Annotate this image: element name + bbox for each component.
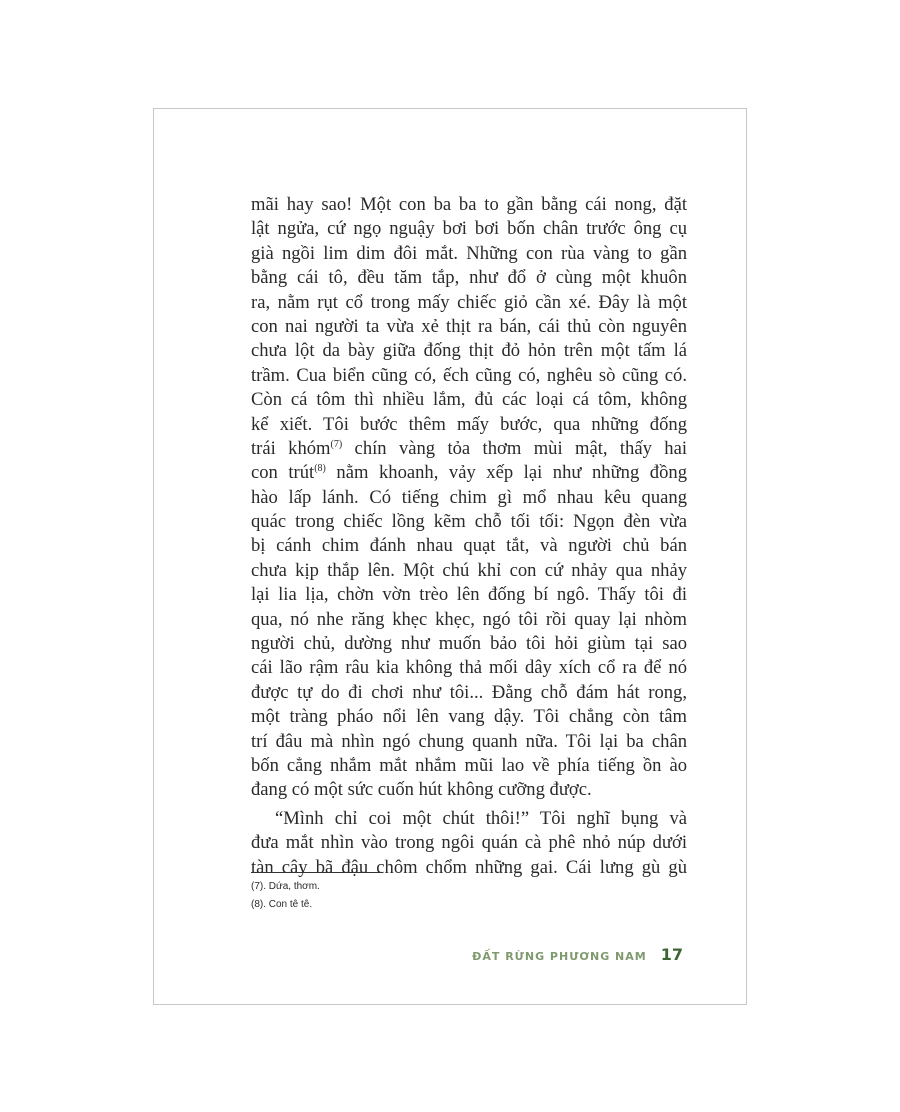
text-line: bị cánh chim đánh nhau quạt tắt, và người chủ bán [251,535,687,557]
text-line [251,437,687,461]
text-fragment: chín vàng tỏa thơm mùi mật, thấy hai [342,437,687,459]
text-fragment: trái khóm [251,437,331,459]
text-line: Còn cá tôm thì nhiều lắm, đủ các loại cá tôm, không [251,389,687,411]
text-line: trầm. Cua biển cũng có, ếch cũng có, nghêu sò cũng có. [251,364,687,386]
text-line: tàn cây bã đậu chôm chổm những gai. Cái lưng gù gù [251,856,687,878]
text-line: trí đâu mà nhìn ngó chung quanh nữa. Tôi lại ba chân [251,730,687,752]
text-line: kể xiết. Tôi bước thêm mấy bước, qua những đống [251,413,687,435]
text-line: mãi hay sao! Một con ba ba to gần bằng cái nong, đặt [251,194,687,215]
text-line: quác trong chiếc lồng kẽm chỗ tối tối: Ngọn đèn vừa [251,511,687,533]
text-line: bốn cẳng nhắm mắt nhắm mũi lao về phía tiếng ồn ào [251,754,687,776]
book-page [153,108,747,1005]
text-line: lại lia lịa, chờn vờn trèo lên đống bí ngô. Thấy tôi đi [251,584,687,606]
page-number: 17 [660,945,683,964]
text-fragment: nằm khoanh, vảy xếp lại như những đồng [325,462,687,484]
footnotes [251,878,320,914]
text-line: bằng cái tô, đều tăm tắp, như đổ ở cùng một khuôn [251,267,687,289]
text-line: con nai người ta vừa xẻ thịt ra bán, cái thủ còn nguyên [251,315,687,337]
text-line: đưa mắt nhìn vào trong ngôi quán cà phê nhỏ núp dưới [251,832,687,854]
text-line: lật ngửa, cứ ngọ nguậy bơi bơi bốn chân trước ông cụ [251,218,687,240]
text-line: ra, nằm rụt cổ trong mấy chiếc giỏ cần xé. Đây là một [251,291,687,313]
footnote-7: (7). Dứa, thơm. [251,881,320,892]
text-line: cái lão rậm râu kia không thả mối dây xích cổ ra để nó [251,657,687,679]
text-line: đang có một sức cuốn hút không cưỡng được. [251,779,592,801]
footnote-ref-7: (7) [330,438,343,450]
running-footer [472,945,683,964]
footnote-8: (8). Con tê tê. [251,899,313,910]
text-line: được tự do đi chơi như tôi... Đằng chỗ đám hát rong, [251,681,687,703]
text-line [251,461,687,485]
text-line: người chủ, dường như muốn bảo tôi hỏi giùm tại sao [251,633,687,655]
text-line: già ngồi lim dim đôi mắt. Những con rùa vàng to gần [251,242,687,264]
text-line: qua, nó nhe răng khẹc khẹc, ngó tôi rồi quay lại nhòm [251,608,687,630]
footnote-ref-8: (8) [314,463,326,475]
footnote-divider [251,872,383,873]
text-line: chưa lột da bày giữa đống thịt đỏ hỏn trên một tấm lá [251,340,687,362]
text-line: chưa kịp thắp lên. Một chú khỉ con cứ nhảy qua nhảy [251,559,687,581]
book-title: ĐẤT RỪNG PHƯƠNG NAM [472,950,647,963]
text-line: hào lấp lánh. Có tiếng chim gì mổ nhau kêu quang [251,486,687,508]
text-line: một tràng pháo nổi lên vang dậy. Tôi chẳng còn tâm [251,706,687,728]
body-text [251,193,687,880]
text-fragment: con trút [251,462,315,484]
text-line: “Mình chỉ coi một chút thôi!” Tôi nghĩ bụng và [275,807,687,829]
